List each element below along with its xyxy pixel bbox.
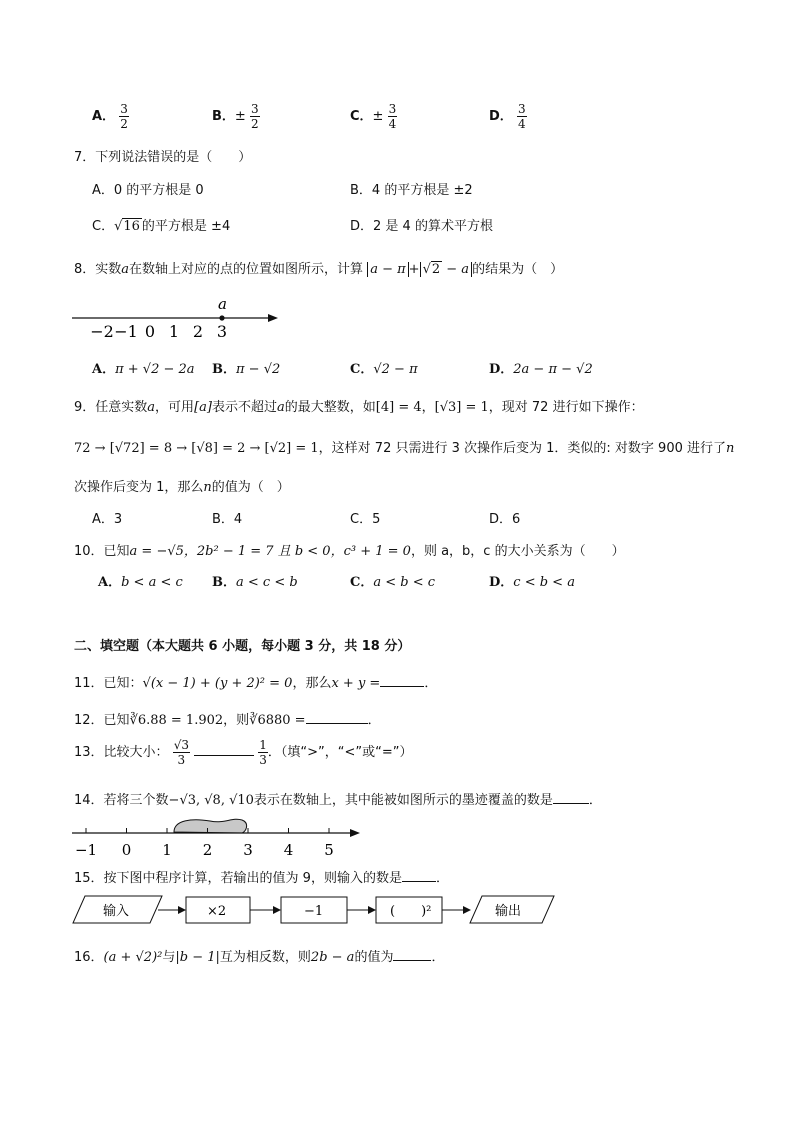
q10-option-a: A．b < a < c — [98, 575, 183, 590]
arrow-icon — [178, 906, 186, 914]
tick-label: 5 — [324, 841, 334, 859]
tick-label: 1 — [168, 322, 180, 340]
square-label: ( )² — [390, 904, 432, 919]
q7-option-d: D．2 是 4 的算术平方根 — [350, 219, 493, 234]
fraction: $\frac{3}{4}$ — [517, 102, 526, 131]
fraction: $\frac{3}{4}$ — [388, 102, 397, 131]
arrow-icon — [368, 906, 376, 914]
q7-option-a: A．0 的平方根是 0 — [92, 183, 204, 198]
q6-option-c: C．± $\frac{3}{4}$ — [350, 102, 397, 131]
q9-option-d: D．6 — [489, 512, 521, 527]
tick-label: −1 — [74, 841, 98, 859]
axis-arrow-icon — [350, 829, 360, 837]
q8-option-a: A．π + √2 − 2a — [92, 362, 195, 377]
input-box-label: 输入 — [103, 904, 130, 919]
answer-blank — [393, 960, 431, 961]
q10-option-b: B．a < c < b — [212, 575, 298, 590]
tick-label: 3 — [243, 841, 253, 859]
times2-label: ×2 — [207, 904, 227, 919]
section-heading: 二、填空题（本大题共 6 小题，每小题 3 分，共 18 分） — [74, 639, 411, 654]
arrow-icon — [273, 906, 281, 914]
q7-stem: 7．下列说法错误的是（ ） — [74, 150, 252, 165]
q9-line-1: 9．任意实数a，可用[a]表示不超过a的最大整数，如[4] = 4，[√3] = 1，现对 72 进行如下操作： — [74, 400, 644, 415]
tick-label: 2 — [202, 841, 213, 859]
q13: 13．比较大小： $\frac{√3}{3}$ $\frac{1}{3}$ ．（填“>”，“<”或“=”） — [74, 738, 413, 767]
fraction: $\frac{3}{2}$ — [120, 102, 128, 131]
tick-label: 3 — [216, 322, 228, 340]
q6-option-b: B．± $\frac{3}{2}$ — [212, 102, 259, 131]
q8-stem: 8．实数a在数轴上对应的点的位置如图所示，计算 a − π + √2 − a 的结果为（ ） — [74, 262, 564, 277]
q9-option-b: B．4 — [212, 512, 243, 527]
answer-blank — [194, 755, 254, 756]
q15-flowchart — [70, 892, 560, 928]
fraction: $\frac{√3}{3}$ — [173, 738, 189, 767]
tick-label: 4 — [283, 841, 294, 859]
q11: 11．已知：√(x − 1) + (y + 2)² = 0，那么x + y = ． — [74, 676, 438, 691]
point-a — [219, 315, 224, 320]
q10-option-d: D．c < b < a — [489, 575, 575, 590]
q16: 16．(a + √2)²与|b − 1|互为相反数，则2b − a的值为 ． — [74, 950, 445, 965]
q10-stem: 10．已知a = −√5，2b² − 1 = 7 且 b < 0，c³ + 1 = 0，则 a，b，c 的大小关系为（ ） — [74, 544, 625, 559]
q9-option-a: A．3 — [92, 512, 123, 527]
axis-arrow-icon — [268, 314, 278, 322]
q14-stem: 14．若将三个数−√3, √8, √10表示在数轴上，其中能被如图所示的墨迹覆盖的数是 ． — [74, 793, 602, 808]
q14-number-line — [70, 812, 370, 860]
answer-blank — [553, 803, 589, 804]
answer-blank — [402, 881, 436, 882]
q12: 12．已知∛6.88 = 1.902，则∛6880 = ． — [74, 713, 381, 728]
q9-line-3: 次操作后变为 1，那么n的值为（ ） — [74, 480, 290, 495]
q8-option-b: B．π − √2 — [212, 362, 281, 377]
tick-labels — [90, 322, 227, 340]
q6-option-a — [92, 102, 129, 131]
tick-label: 0 — [144, 322, 156, 340]
answer-blank — [306, 723, 368, 724]
ink-blot — [174, 819, 247, 833]
answer-blank — [380, 686, 424, 687]
q8-option-c: C．√2 − π — [350, 362, 418, 377]
output-box-label: 输出 — [495, 904, 522, 919]
q10-option-c: C．a < b < c — [350, 575, 436, 590]
q15-stem: 15．按下图中程序计算，若输出的值为 9，则输入的数是 ． — [74, 871, 449, 886]
q8-option-d: D．2a − π − √2 — [489, 362, 593, 377]
q7-option-c: C．√16 的平方根是 ±4 — [92, 219, 231, 234]
tick-label: 0 — [121, 841, 132, 859]
fraction: $\frac{3}{2}$ — [250, 102, 259, 131]
tick-label: −2 — [90, 322, 114, 340]
fraction: $\frac{1}{3}$ — [259, 738, 267, 767]
option-label: A． — [92, 109, 116, 124]
tick-label: 2 — [192, 322, 204, 340]
q8-number-line — [70, 292, 285, 340]
point-a-label: a — [218, 295, 227, 313]
minus1-label: −1 — [304, 904, 324, 919]
tick-label: 1 — [162, 841, 172, 859]
q9-line-2: 72 → [√72] = 8 → [√8] = 2 → [√2] = 1，这样对 72 只需进行 3 次操作后变为 1．类似的: 对数字 900 进行了n — [74, 441, 735, 456]
tick-label: −1 — [114, 322, 138, 340]
arrow-icon — [463, 906, 471, 914]
q7-option-b: B．4 的平方根是 ±2 — [350, 183, 473, 198]
q6-option-d: D． $\frac{3}{4}$ — [489, 102, 526, 131]
q9-option-c: C．5 — [350, 512, 381, 527]
